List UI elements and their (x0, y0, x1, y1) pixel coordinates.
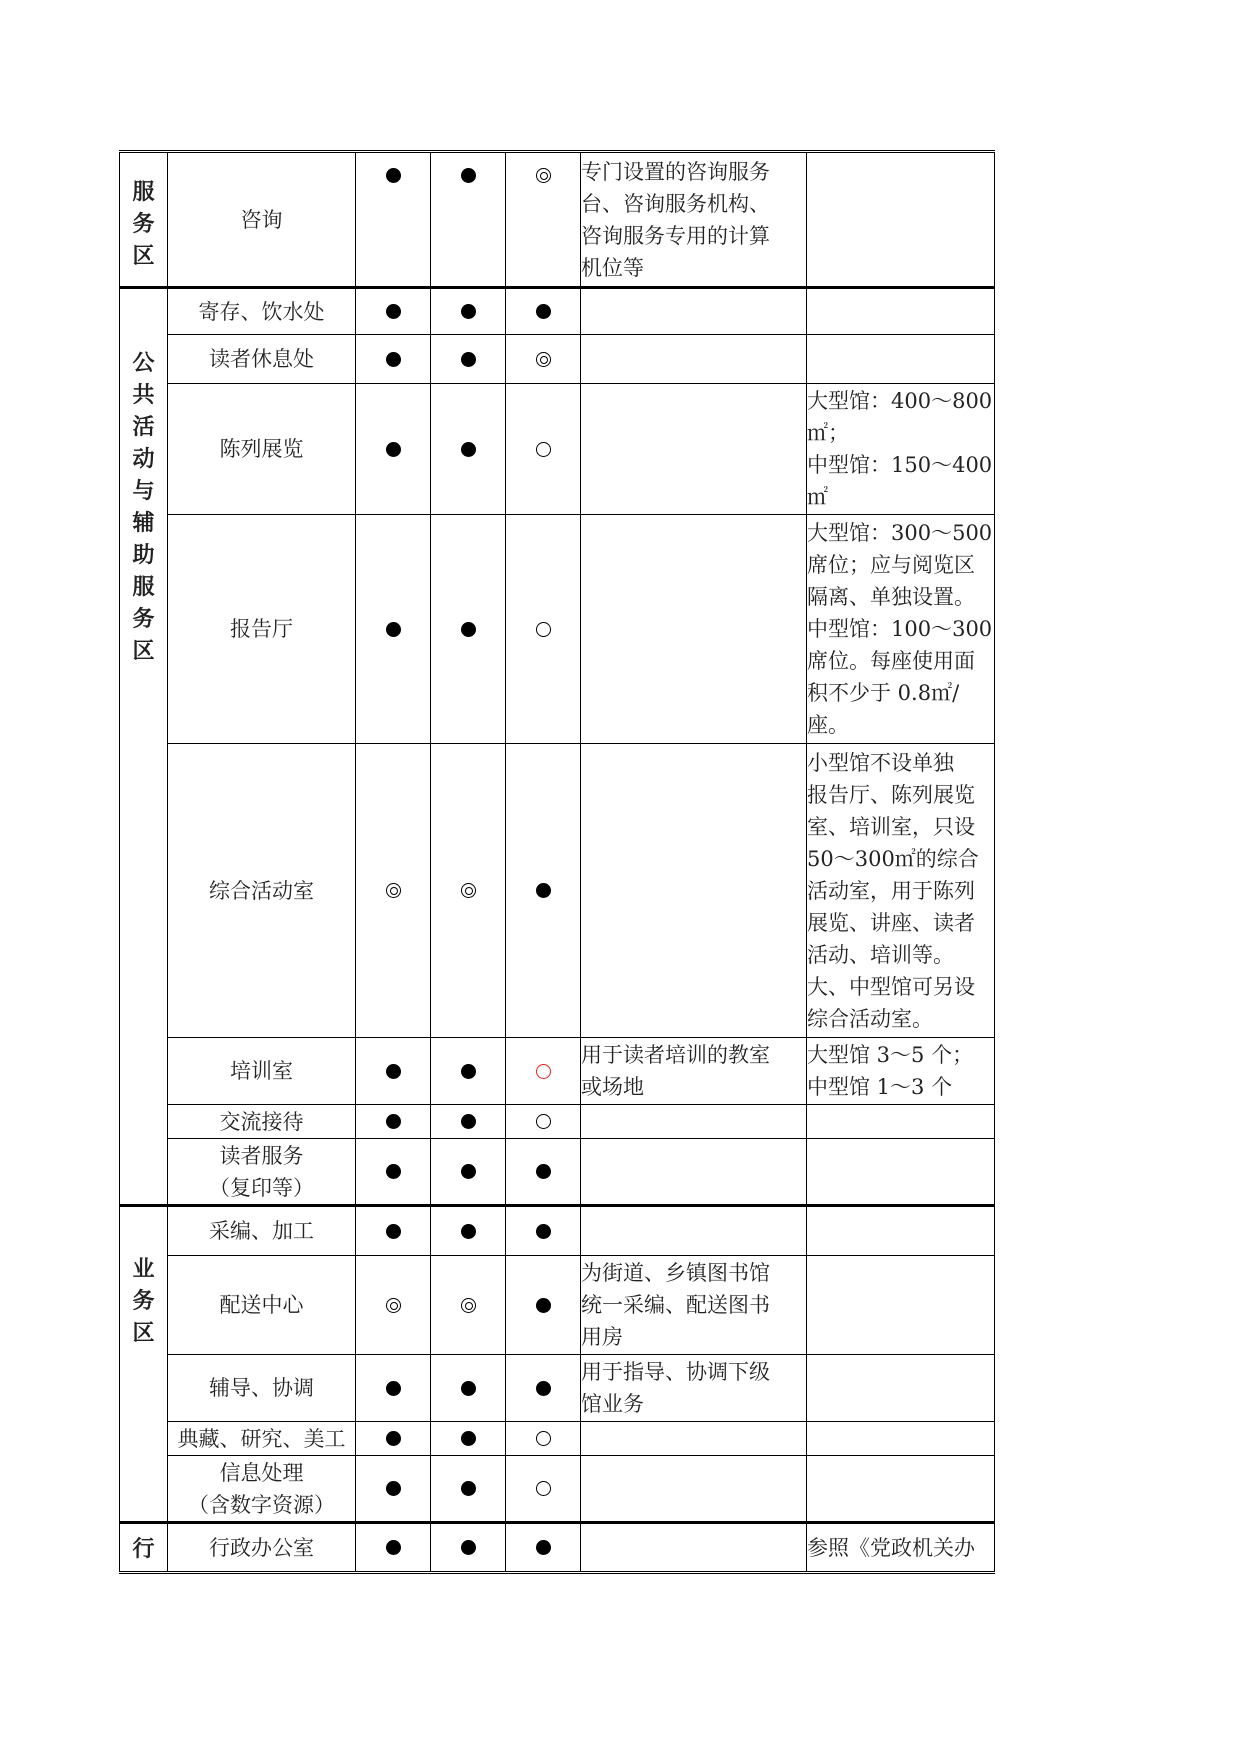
filled-dot-icon (536, 1224, 551, 1239)
description-cell (581, 1206, 807, 1256)
filled-dot-icon (461, 1224, 476, 1239)
note-cell (807, 335, 995, 384)
table-row (120, 152, 995, 288)
symbol-cell (431, 1139, 506, 1206)
note-line: 隔离、单独设置。 (807, 585, 975, 609)
filled-dot-icon (386, 1481, 401, 1496)
double-circle-icon (386, 1298, 401, 1313)
symbol-cell (356, 1422, 431, 1456)
category-cell (120, 1523, 168, 1573)
filled-dot-icon (386, 442, 401, 457)
table-row (120, 1256, 995, 1355)
space-name: 交流接待 (168, 1105, 356, 1139)
table-row (120, 1206, 995, 1256)
symbol-cell (506, 1523, 581, 1573)
note-line: ㎡ (807, 485, 828, 509)
filled-dot-icon (386, 1064, 401, 1079)
note-line: 座。 (807, 713, 849, 737)
note-cell (807, 1355, 995, 1422)
filled-dot-icon (461, 1114, 476, 1129)
hollow-circle-icon (536, 1431, 551, 1446)
filled-dot-icon (461, 1481, 476, 1496)
description-cell (581, 384, 807, 515)
filled-dot-icon (461, 304, 476, 319)
double-circle-icon (386, 883, 401, 898)
space-name-line: 读者服务 (219, 1143, 304, 1168)
description-line: 咨询服务专用的计算 (581, 223, 770, 248)
space-name-line: （复印等） (209, 1175, 314, 1200)
double-circle-icon (536, 352, 551, 367)
description-cell (581, 744, 807, 1038)
note-cell (807, 288, 995, 335)
symbol-cell (506, 515, 581, 744)
table-row (120, 1139, 995, 1206)
table-row (120, 335, 995, 384)
hollow-circle-icon (536, 442, 551, 457)
double-circle-icon (461, 883, 476, 898)
note-line: 室、培训室，只设 (807, 814, 975, 839)
space-requirements-table (119, 150, 995, 1574)
description-line: 用房 (581, 1325, 623, 1349)
space-name: 采编、加工 (168, 1206, 356, 1256)
filled-dot-icon (461, 1381, 476, 1396)
category-label: 服务区 (132, 178, 155, 269)
space-name: 配送中心 (168, 1256, 356, 1355)
note-line: 大型馆 3～5 个； (807, 1043, 974, 1067)
symbol-cell (431, 335, 506, 384)
filled-dot-icon (461, 622, 476, 637)
note-cell (807, 515, 995, 744)
table-row (120, 1422, 995, 1456)
note-cell (807, 152, 995, 288)
description-cell (581, 1038, 807, 1105)
symbol-cell (431, 288, 506, 335)
symbol-cell (356, 1038, 431, 1105)
filled-dot-icon (461, 352, 476, 367)
symbol-cell (356, 1523, 431, 1573)
note-cell (807, 1456, 995, 1523)
note-cell (807, 1105, 995, 1139)
symbol-cell (506, 152, 581, 288)
filled-dot-icon (461, 168, 476, 183)
table-row (120, 515, 995, 744)
symbol-cell (356, 335, 431, 384)
symbol-cell (506, 1139, 581, 1206)
note-line: 活动、培训等。 (807, 942, 954, 967)
note-cell (807, 384, 995, 515)
note-line: 展览、讲座、读者 (807, 910, 975, 935)
note-line: 50～300㎡的综合 (807, 846, 979, 871)
symbol-cell (431, 152, 506, 288)
symbol-cell (356, 515, 431, 744)
description-cell (581, 1523, 807, 1573)
symbol-cell (356, 1139, 431, 1206)
filled-dot-icon (386, 1114, 401, 1129)
symbol-cell (356, 288, 431, 335)
note-cell (807, 1139, 995, 1206)
symbol-cell (506, 744, 581, 1038)
double-circle-icon (536, 168, 551, 183)
symbol-cell (356, 152, 431, 288)
note-line: 席位；应与阅览区 (807, 553, 975, 577)
note-line: 大、中型馆可另设 (807, 974, 975, 999)
symbol-cell (506, 288, 581, 335)
note-line: 积不少于 0.8㎡/ (807, 681, 960, 705)
hollow-circle-icon (536, 1481, 551, 1496)
filled-dot-icon (386, 1224, 401, 1239)
symbol-cell (506, 335, 581, 384)
hollow-circle-icon (536, 622, 551, 637)
hollow-circle-icon (536, 1114, 551, 1129)
symbol-cell (356, 1105, 431, 1139)
symbol-cell (431, 1355, 506, 1422)
description-line: 为街道、乡镇图书馆 (581, 1261, 770, 1285)
note-line: 大型馆：300～500 (807, 521, 993, 545)
space-name: 行政办公室 (168, 1523, 356, 1573)
description-line: 专门设置的咨询服务 (581, 159, 770, 184)
filled-dot-icon (386, 1431, 401, 1446)
description-cell (581, 515, 807, 744)
filled-dot-icon (386, 1381, 401, 1396)
note-line: 中型馆：150～400 (807, 453, 993, 477)
filled-dot-icon (386, 352, 401, 367)
note-cell (807, 1038, 995, 1105)
table-row (120, 1038, 995, 1105)
symbol-cell (431, 1456, 506, 1523)
filled-dot-icon (386, 168, 401, 183)
note-cell (807, 1422, 995, 1456)
table-row (120, 1456, 995, 1523)
space-name: 典藏、研究、美工 (168, 1422, 356, 1456)
space-name: 寄存、饮水处 (168, 288, 356, 335)
description-line: 用于指导、协调下级 (581, 1360, 770, 1384)
table-row (120, 288, 995, 335)
description-cell (581, 1355, 807, 1422)
filled-dot-icon (461, 1064, 476, 1079)
space-name: 报告厅 (168, 515, 356, 744)
hollow-circle-red-icon (536, 1064, 551, 1079)
symbol-cell (506, 1456, 581, 1523)
category-cell (120, 152, 168, 288)
category-cell (120, 288, 168, 1206)
note-line: 中型馆 1～3 个 (807, 1075, 953, 1099)
filled-dot-icon (386, 1164, 401, 1179)
symbol-cell (431, 1256, 506, 1355)
space-name-line: （含数字资源） (188, 1492, 335, 1517)
filled-dot-icon (461, 1540, 476, 1555)
symbol-cell (506, 1422, 581, 1456)
note-line: 活动室，用于陈列 (807, 878, 975, 903)
symbol-cell (506, 1105, 581, 1139)
space-name (168, 1456, 356, 1523)
filled-dot-icon (536, 1164, 551, 1179)
table-row (120, 744, 995, 1038)
note-line: 小型馆不设单独 (807, 750, 954, 775)
symbol-cell (356, 1256, 431, 1355)
filled-dot-icon (536, 1298, 551, 1313)
note-line: 报告厅、陈列展览 (807, 782, 975, 807)
description-line: 用于读者培训的教室 (581, 1043, 770, 1067)
category-cell (120, 1206, 168, 1523)
symbol-cell (431, 1523, 506, 1573)
table-row (120, 1355, 995, 1422)
note-line: 参照《党政机关办 (807, 1535, 975, 1560)
filled-dot-icon (536, 1540, 551, 1555)
note-cell (807, 1256, 995, 1355)
symbol-cell (506, 1206, 581, 1256)
symbol-cell (506, 1256, 581, 1355)
filled-dot-icon (461, 1431, 476, 1446)
filled-dot-icon (536, 304, 551, 319)
table-row (120, 1105, 995, 1139)
table-row (120, 384, 995, 515)
description-cell (581, 1456, 807, 1523)
space-name: 综合活动室 (168, 744, 356, 1038)
symbol-cell (356, 1456, 431, 1523)
note-line: 大型馆：400～800 (807, 389, 993, 413)
filled-dot-icon (536, 1381, 551, 1396)
symbol-cell (356, 1355, 431, 1422)
space-name: 陈列展览 (168, 384, 356, 515)
filled-dot-icon (536, 883, 551, 898)
description-cell (581, 1422, 807, 1456)
space-name: 咨询 (168, 152, 356, 288)
symbol-cell (506, 1355, 581, 1422)
space-name: 培训室 (168, 1038, 356, 1105)
filled-dot-icon (386, 1540, 401, 1555)
space-name (168, 1139, 356, 1206)
symbol-cell (431, 1038, 506, 1105)
description-line: 或场地 (581, 1075, 644, 1099)
note-line: 综合活动室。 (807, 1006, 933, 1031)
description-line: 馆业务 (581, 1392, 644, 1416)
symbol-cell (356, 384, 431, 515)
description-line: 机位等 (581, 255, 644, 280)
filled-dot-icon (386, 304, 401, 319)
symbol-cell (431, 1105, 506, 1139)
description-cell (581, 1256, 807, 1355)
symbol-cell (506, 1038, 581, 1105)
symbol-cell (431, 1422, 506, 1456)
filled-dot-icon (461, 442, 476, 457)
category-label: 业务区 (132, 1256, 155, 1346)
note-cell (807, 744, 995, 1038)
description-cell (581, 1105, 807, 1139)
space-name: 辅导、协调 (168, 1355, 356, 1422)
description-line: 台、咨询服务机构、 (581, 191, 770, 216)
note-line: ㎡； (807, 421, 849, 445)
symbol-cell (431, 515, 506, 744)
symbol-cell (356, 1206, 431, 1256)
space-name: 读者休息处 (168, 335, 356, 384)
note-cell (807, 1206, 995, 1256)
table-row (120, 1523, 995, 1573)
symbol-cell (431, 1206, 506, 1256)
note-cell (807, 1523, 995, 1573)
symbol-cell (431, 744, 506, 1038)
description-line: 统一采编、配送图书 (581, 1293, 770, 1317)
symbol-cell (356, 744, 431, 1038)
description-cell (581, 288, 807, 335)
space-name-line: 信息处理 (219, 1460, 304, 1485)
category-label: 公共活动与辅助服务区 (132, 350, 155, 664)
description-cell (581, 1139, 807, 1206)
filled-dot-icon (386, 622, 401, 637)
description-cell (581, 152, 807, 288)
symbol-cell (431, 384, 506, 515)
filled-dot-icon (461, 1164, 476, 1179)
category-label: 行 (132, 1535, 155, 1562)
symbol-cell (506, 384, 581, 515)
note-line: 席位。每座使用面 (807, 649, 975, 673)
note-line: 中型馆：100～300 (807, 617, 993, 641)
double-circle-icon (461, 1298, 476, 1313)
description-cell (581, 335, 807, 384)
